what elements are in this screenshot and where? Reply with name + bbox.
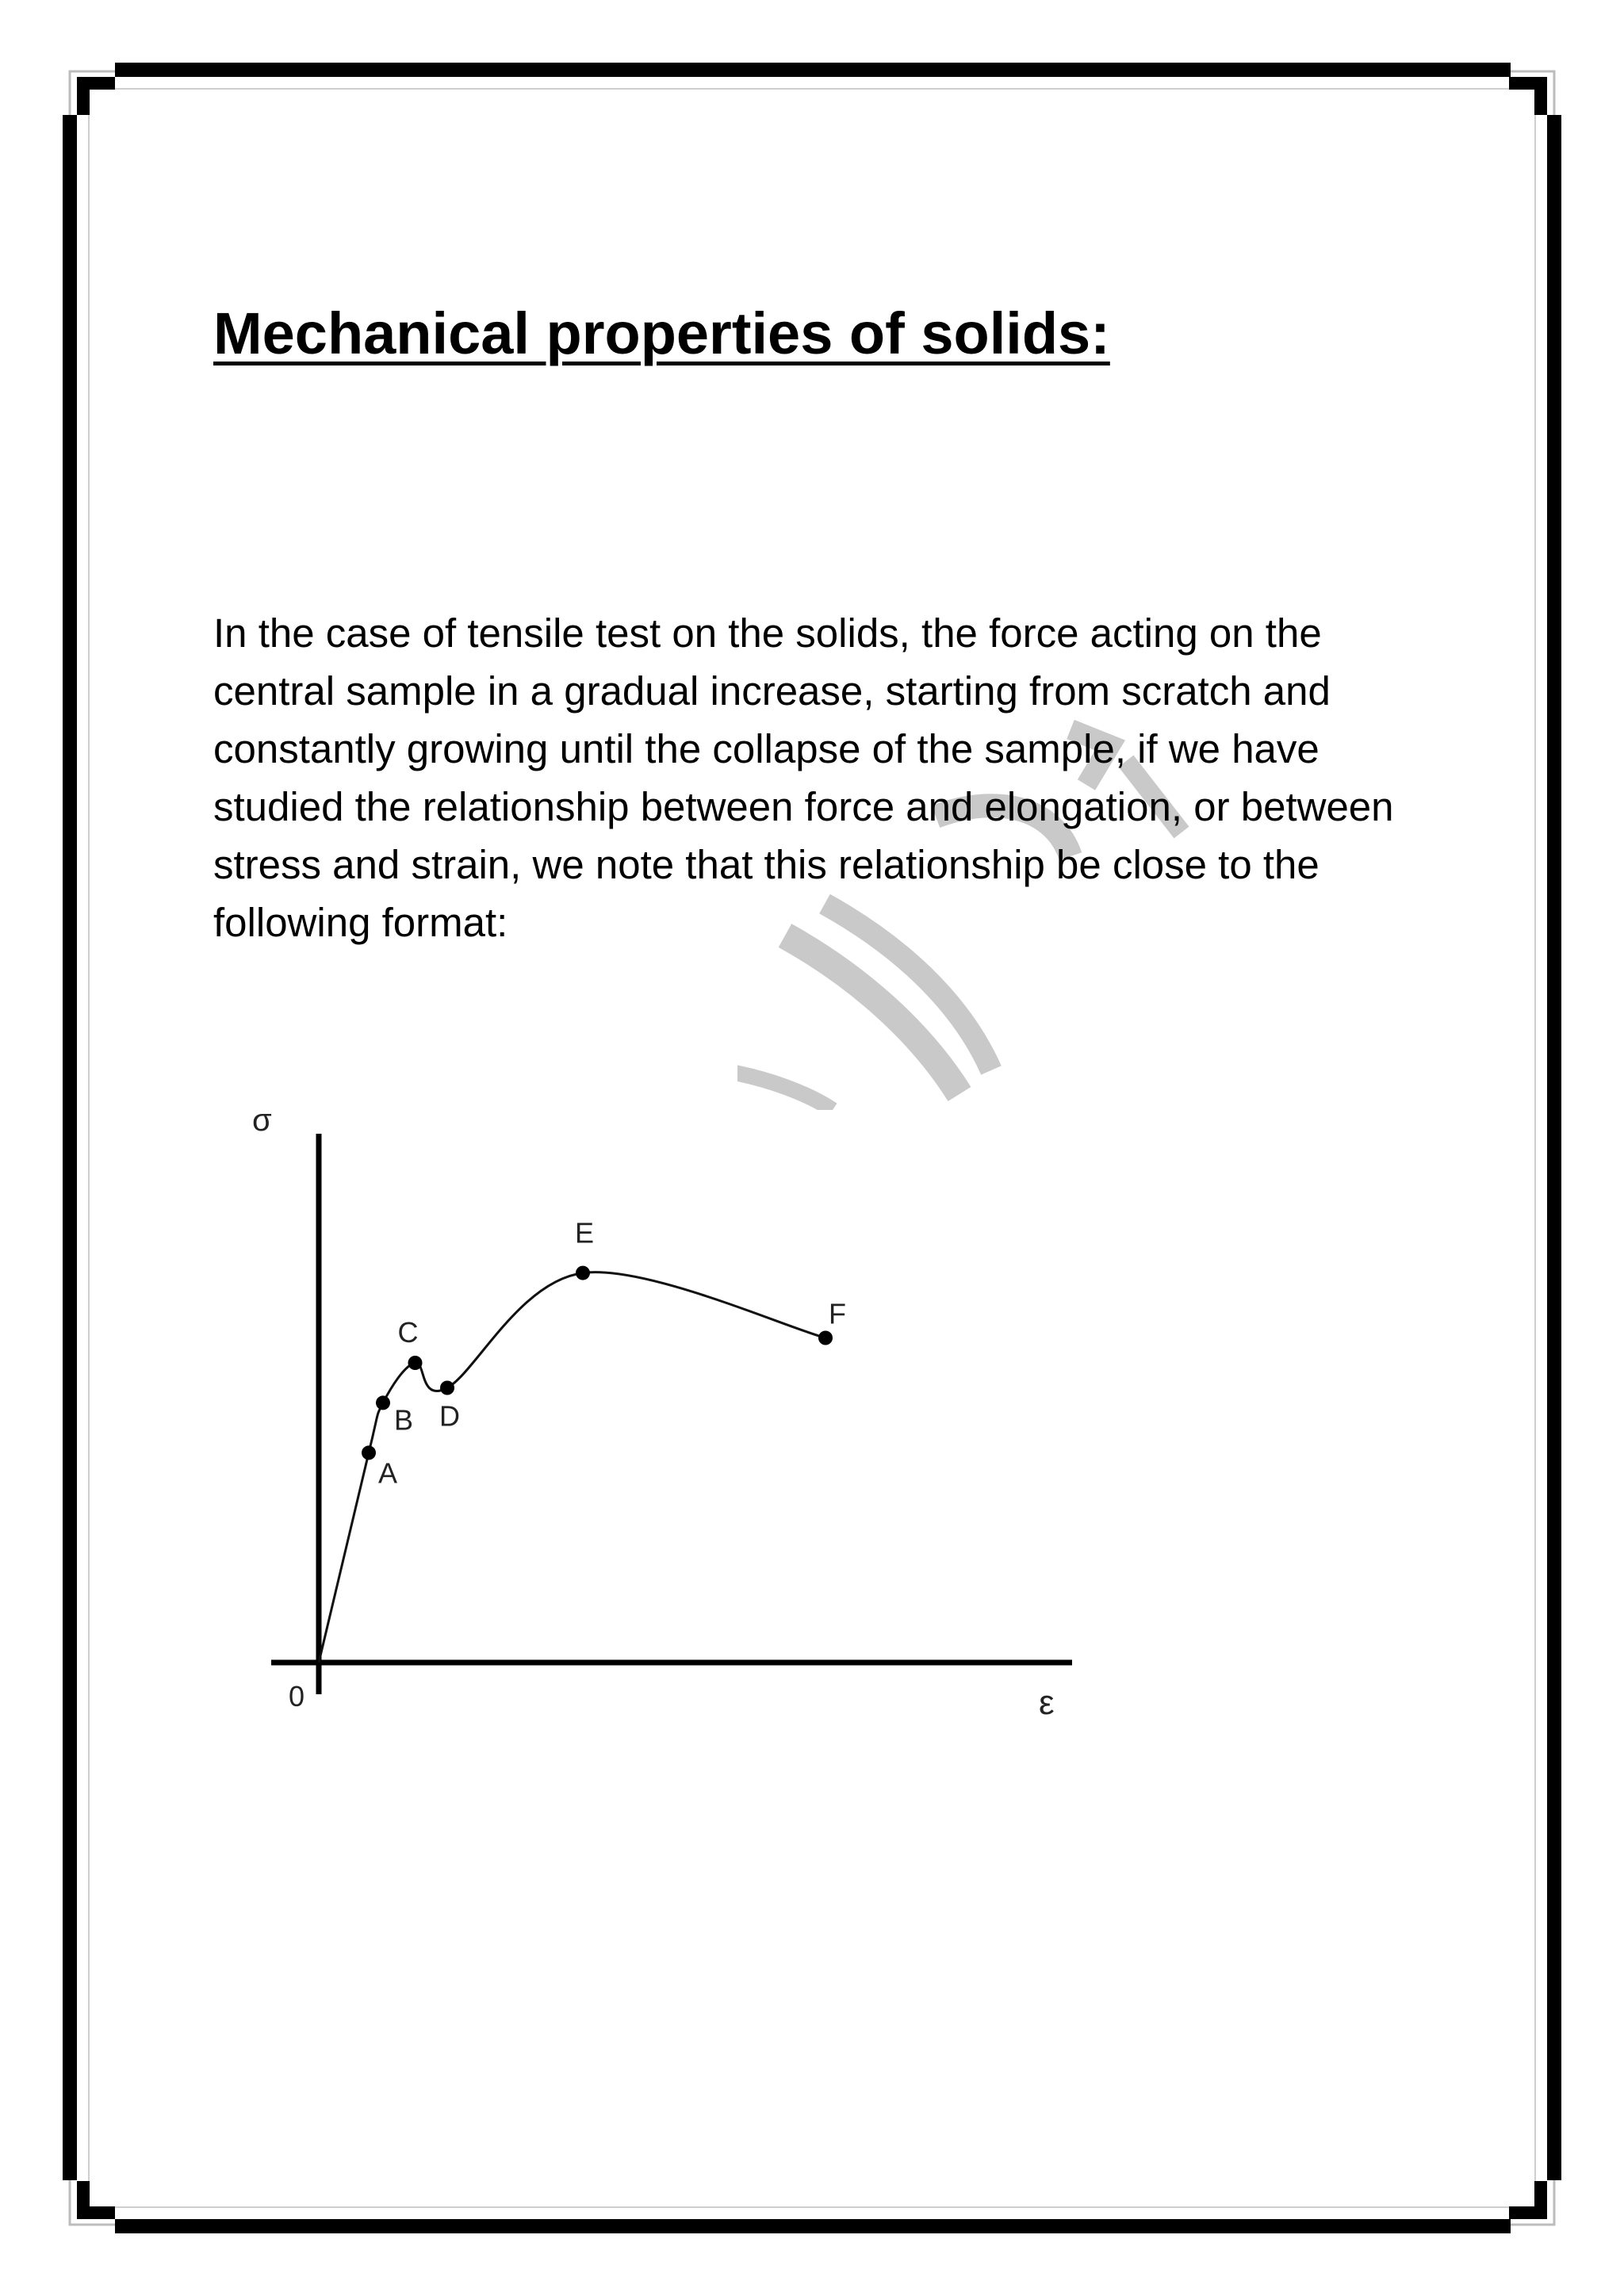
origin-label: 0 (289, 1680, 305, 1712)
point-b (376, 1395, 390, 1410)
point-label-e: E (575, 1216, 595, 1249)
x-axis-label: ε (1039, 1683, 1055, 1722)
point-c (408, 1356, 423, 1370)
point-e (576, 1266, 590, 1280)
point-d (440, 1381, 454, 1395)
point-label-b: B (394, 1403, 414, 1437)
point-a (362, 1445, 376, 1460)
point-label-c: C (397, 1316, 419, 1349)
point-label-a: A (378, 1456, 398, 1490)
point-label-f: F (829, 1297, 846, 1330)
point-f (818, 1331, 833, 1345)
body-paragraph: In the case of tensile test on the solids, the force acting on the central sample in a gradual increase, starting from scratch and constantly growing until the collapse of the sample, if we have studied the relationship between force and elongation, or between stress and strain, we note that this relationship be close to the following format: (213, 610, 1394, 945)
point-label-d: D (439, 1399, 460, 1433)
y-axis-label: σ (252, 1103, 272, 1138)
stress-strain-chart (238, 1102, 1094, 1736)
page-title: Mechanical properties of solids: (213, 300, 1110, 366)
